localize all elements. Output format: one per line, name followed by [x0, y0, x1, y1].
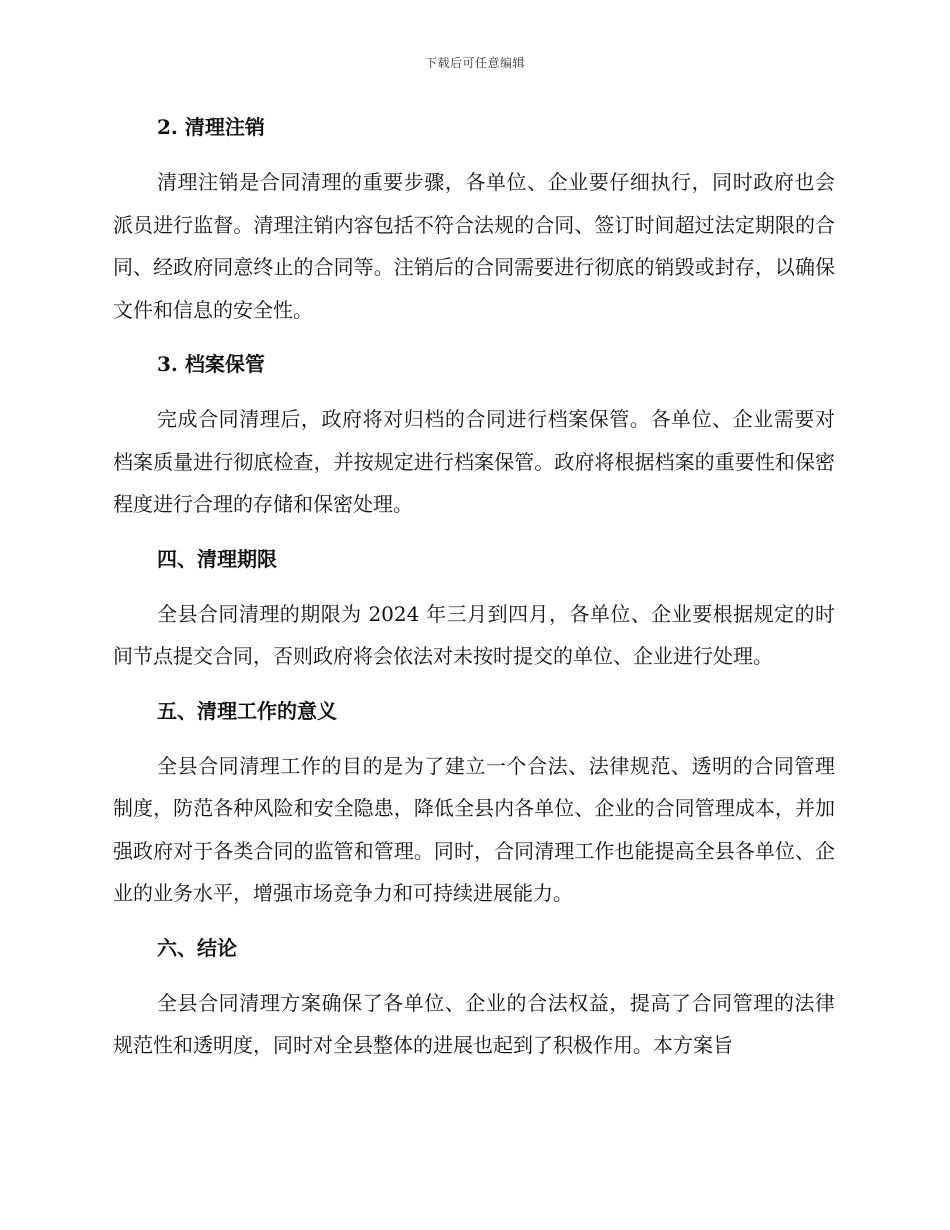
- document-body: [113, 110, 835, 1067]
- section-heading: 六、结论: [157, 935, 237, 960]
- section-paragraph: 全县合同清理工作的目的是为了建立一个合法、法律规范、透明的合同管理制度，防范各种风险和安全隐患，降低全县内各单位、企业的合同管理成本，并加强政府对于各类合同的监管和管理。同时，合同清理工作也能提高全县各单位、企业的业务水平，增强市场竞争力和可持续进展能力。: [113, 753, 835, 905]
- section-paragraph: 全县合同清理的期限为 2024 年三月到四月，各单位、企业要根据规定的时间节点提交合同，否则政府将会依法对未按时提交的单位、企业进行处理。: [113, 601, 835, 668]
- section-cleanup-cancellation: [113, 110, 835, 331]
- section-heading: 五、清理工作的意义: [157, 698, 337, 723]
- section-significance: [113, 694, 835, 915]
- section-heading: 四、清理期限: [157, 546, 277, 571]
- section-paragraph: 完成合同清理后，政府将对归档的合同进行档案保管。各单位、企业需要对档案质量进行彻底检查，并按规定进行档案保管。政府将根据档案的重要性和保密程度进行合理的存储和保密处理。: [113, 407, 835, 516]
- section-heading: 2. 清理注销: [157, 115, 265, 139]
- section-paragraph: 清理注销是合同清理的重要步骤，各单位、企业要仔细执行，同时政府也会派员进行监督。清理注销内容包括不符合法规的合同、签订时间超过法定期限的合同、经政府同意终止的合同等。注销后的合同需要进行彻底的销毁或封存，以确保文件和信息的安全性。: [113, 170, 835, 322]
- header-note: 下载后可任意编辑: [424, 56, 525, 70]
- section-archive-custody: [113, 347, 835, 526]
- section-heading: 3. 档案保管: [157, 352, 265, 376]
- section-cleanup-deadline: [113, 542, 835, 678]
- section-paragraph: 全县合同清理方案确保了各单位、企业的合法权益，提高了合同管理的法律规范性和透明度，同时对全县整体的进展也起到了积极作用。本方案旨: [113, 990, 835, 1057]
- section-conclusion: [113, 931, 835, 1067]
